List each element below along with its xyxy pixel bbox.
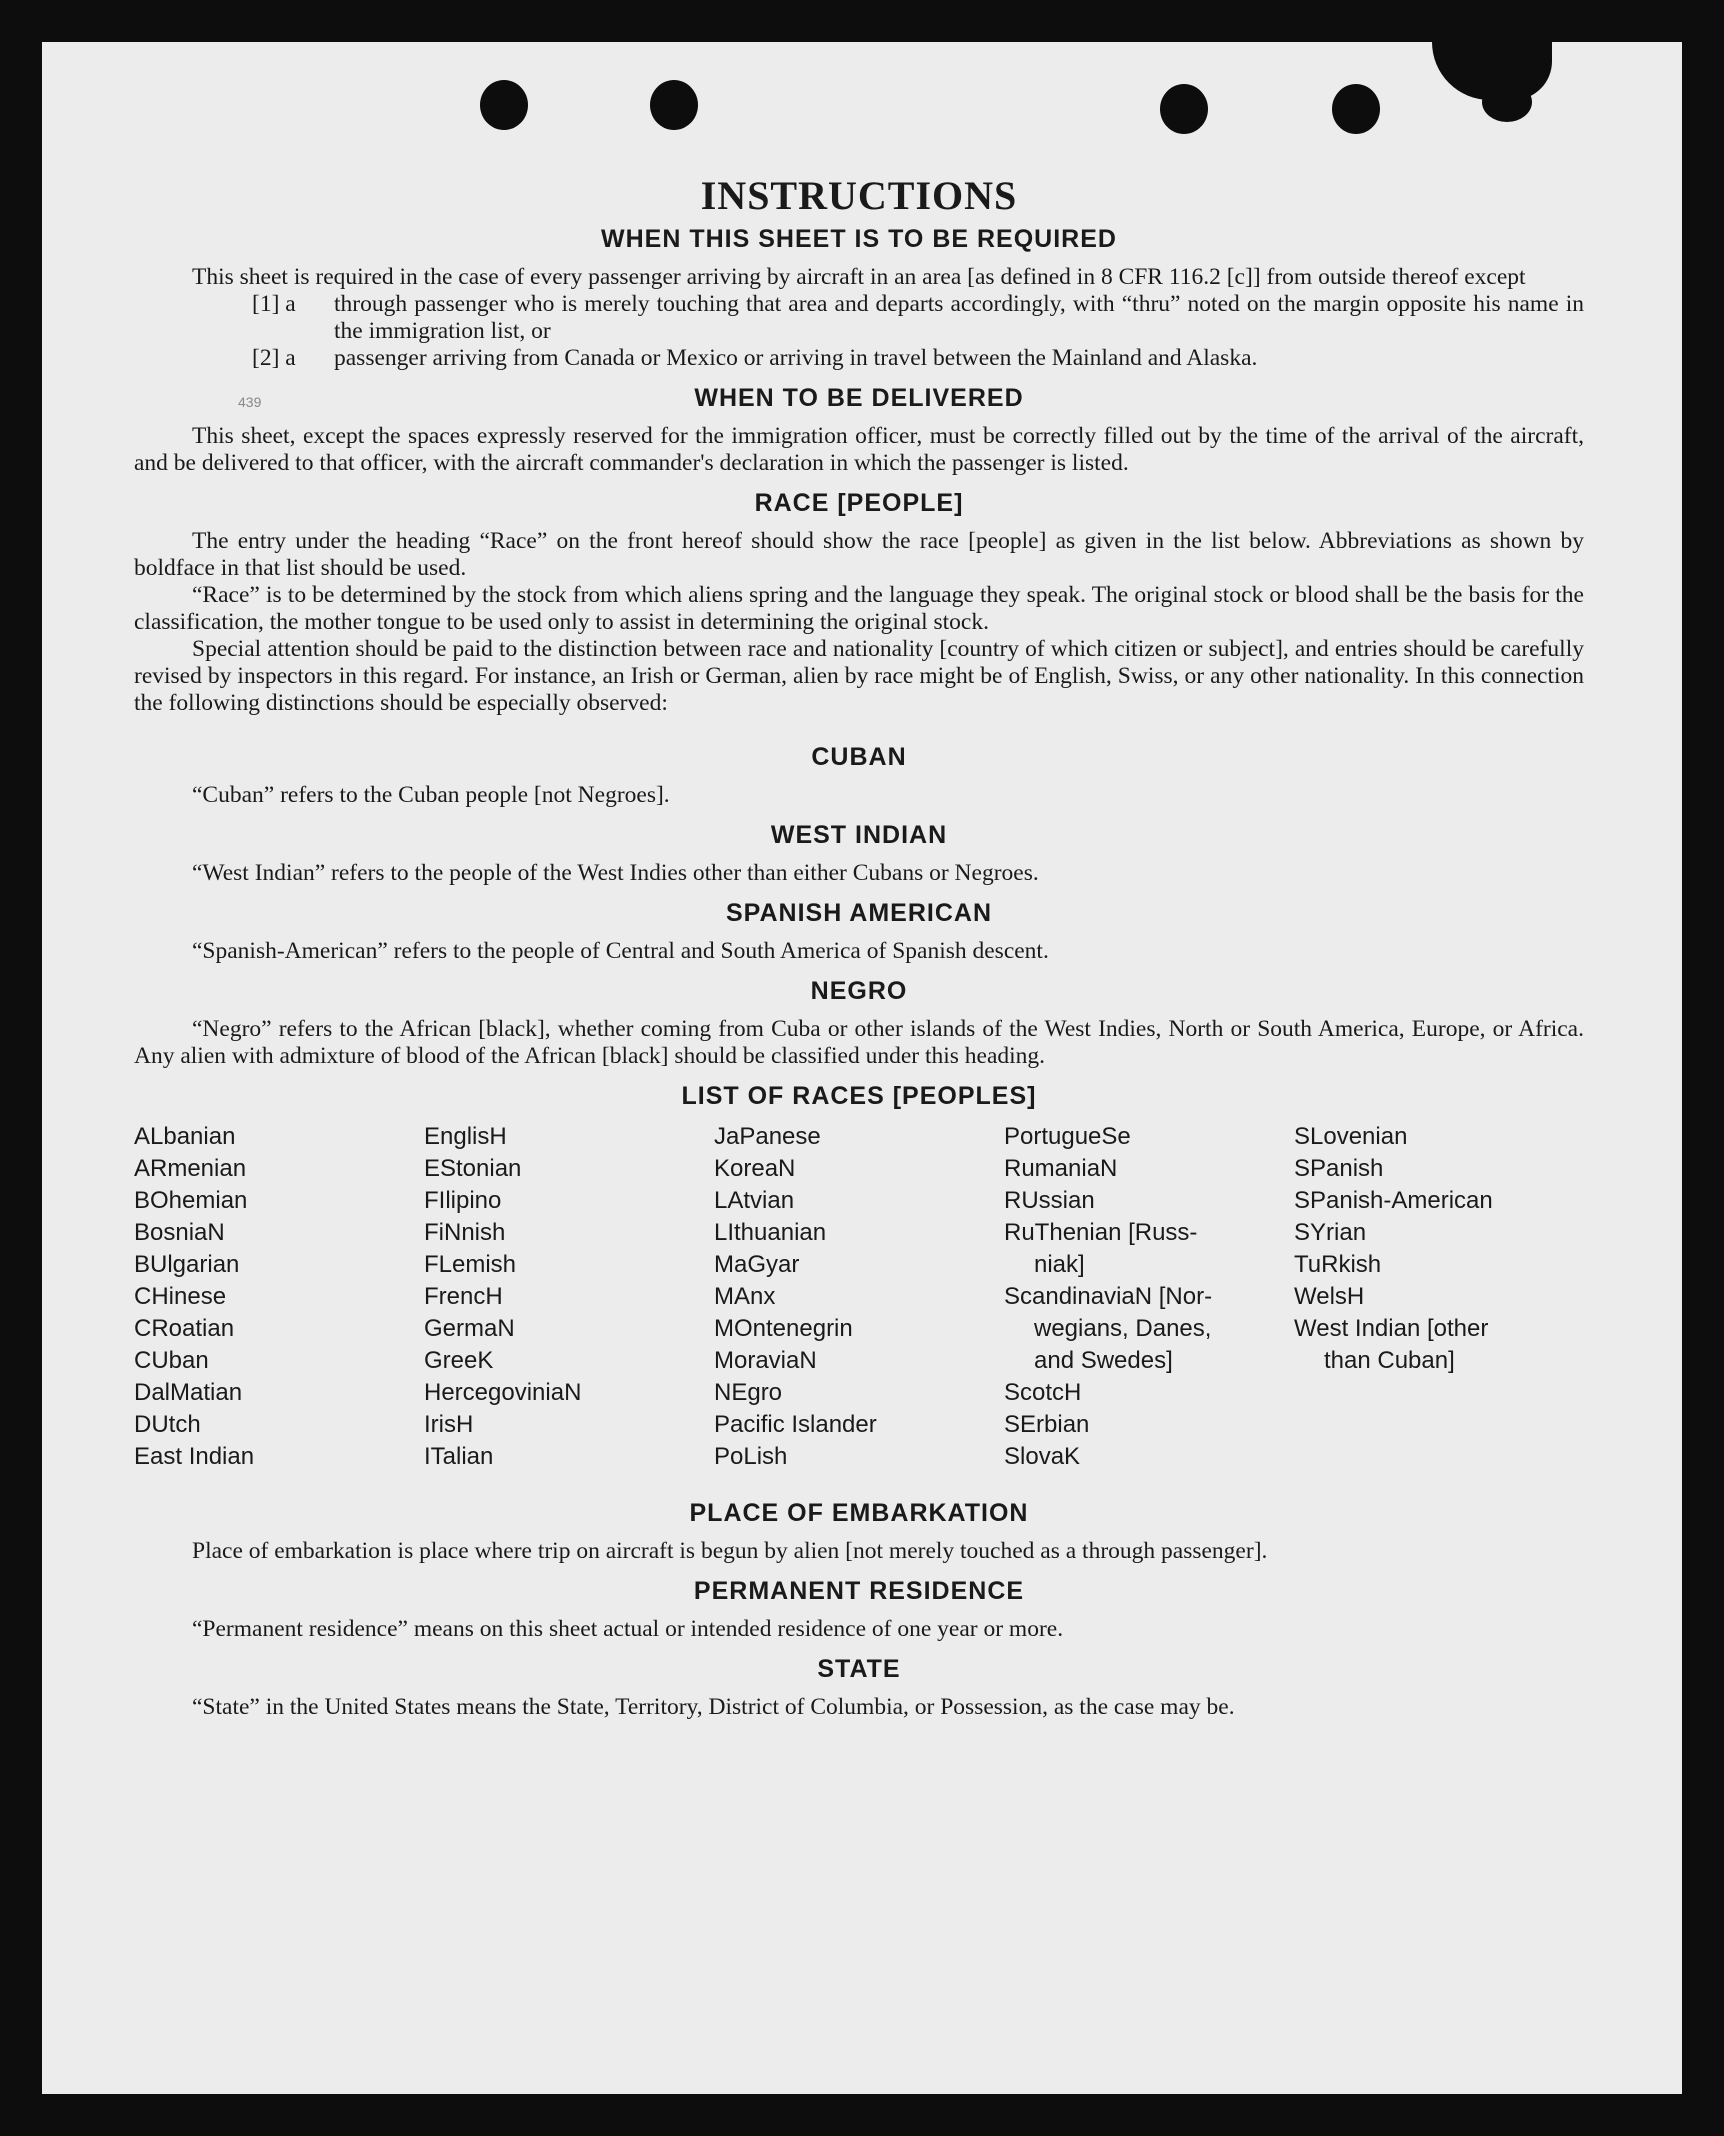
race-entry: DUtch: [134, 1411, 201, 1438]
race-entry: MaGyar: [714, 1251, 800, 1278]
race-column: [134, 1121, 424, 1473]
race-entry: CRoatian: [134, 1315, 235, 1342]
race-list: [134, 1121, 1584, 1473]
paragraph: “Negro” refers to the African [black], whether coming from Cuba or other islands of the West Indies, North or South America, Europe, or Africa. Any alien with admixture of blood of the African [black] should be classified under this heading.: [134, 1016, 1584, 1069]
race-entry: SPanish-American: [1294, 1187, 1493, 1214]
paragraph: Special attention should be paid to the distinction between race and nationality [country of which citizen or subject], and entries should be carefully revised by inspectors in this regard. For instance, an Irish or German, alien by race might be of English, Swiss, or any other nationality. In this connection the following distinctions should be especially observed:: [134, 636, 1584, 716]
item-number: [1] a: [252, 291, 296, 317]
race-entry: BosniaN: [134, 1219, 225, 1246]
race-entry: NEgro: [714, 1379, 783, 1406]
item-number: [2] a: [252, 345, 296, 371]
paragraph: This sheet is required in the case of every passenger arriving by aircraft in an area [as defined in 8 CFR 116.2 [c]] from outside thereof except: [192, 264, 1526, 290]
race-entry: TuRkish: [1294, 1251, 1382, 1278]
race-entry: SlovaK: [1004, 1443, 1081, 1470]
race-entry: BUlgarian: [134, 1251, 240, 1278]
section-heading: PERMANENT RESIDENCE: [693, 1577, 1025, 1605]
document-page: [42, 42, 1682, 2094]
race-entry: EnglisH: [424, 1123, 507, 1150]
race-entry: ARmenian: [134, 1155, 247, 1182]
item-text: passenger arriving from Canada or Mexico or arriving in travel between the Mainland and Alaska.: [334, 345, 1258, 371]
race-entry: wegians, Danes,: [1034, 1315, 1212, 1342]
race-entry: MOntenegrin: [714, 1315, 853, 1342]
race-entry: SPanish: [1294, 1155, 1384, 1182]
margin-mark: 439: [238, 394, 262, 410]
section-heading: CUBAN: [811, 743, 907, 771]
punch-hole: [1332, 84, 1380, 134]
paragraph: Place of embarkation is place where trip on aircraft is begun by alien [not merely touched as a through passenger].: [192, 1538, 1268, 1564]
race-entry: PortugueSe: [1004, 1123, 1131, 1150]
race-entry: WelsH: [1294, 1283, 1365, 1310]
torn-corner: [1482, 82, 1532, 122]
paragraph: “West Indian” refers to the people of the West Indies other than either Cubans or Negroes.: [192, 860, 1039, 886]
race-entry: PoLish: [714, 1443, 788, 1470]
race-entry: West Indian [other: [1294, 1315, 1489, 1342]
section-heading: WEST INDIAN: [770, 821, 948, 849]
race-entry: FLemish: [424, 1251, 517, 1278]
race-entry: SErbian: [1004, 1411, 1090, 1438]
race-entry: BOhemian: [134, 1187, 248, 1214]
race-entry: GreeK: [424, 1347, 494, 1374]
section-heading: WHEN TO BE DELIVERED: [694, 384, 1024, 412]
section-heading: WHEN THIS SHEET IS TO BE REQUIRED: [601, 225, 1117, 253]
list-item: [134, 345, 1584, 372]
race-entry: GermaN: [424, 1315, 515, 1342]
race-entry: MAnx: [714, 1283, 776, 1310]
section-heading: SPANISH AMERICAN: [725, 899, 992, 927]
race-entry: SYrian: [1294, 1219, 1367, 1246]
paragraph: “Permanent residence” means on this sheet actual or intended residence of one year or more.: [192, 1616, 1064, 1642]
punch-hole: [480, 80, 528, 130]
race-entry: RUssian: [1004, 1187, 1095, 1214]
race-column: [424, 1121, 714, 1473]
section-heading: PLACE OF EMBARKATION: [689, 1499, 1029, 1527]
section-heading: NEGRO: [810, 977, 908, 1005]
race-entry: HercegoviniaN: [424, 1379, 582, 1406]
race-entry: MoraviaN: [714, 1347, 817, 1374]
race-entry: than Cuban]: [1324, 1347, 1455, 1374]
race-column: [714, 1121, 1004, 1473]
race-entry: East Indian: [134, 1443, 255, 1470]
race-column: [1004, 1121, 1294, 1473]
race-entry: CHinese: [134, 1283, 227, 1310]
instructions-content: [134, 172, 1584, 1721]
race-entry: niak]: [1034, 1251, 1085, 1278]
race-entry: FiNnish: [424, 1219, 506, 1246]
race-entry: ScotcH: [1004, 1379, 1082, 1406]
paragraph: “Spanish-American” refers to the people of Central and South America of Spanish descent.: [192, 938, 1049, 964]
race-entry: IrisH: [424, 1411, 474, 1438]
paragraph: “Cuban” refers to the Cuban people [not Negroes].: [192, 782, 670, 808]
race-entry: ITalian: [424, 1443, 494, 1470]
race-entry: FIlipino: [424, 1187, 502, 1214]
race-entry: ALbanian: [134, 1123, 236, 1150]
item-text: through passenger who is merely touching that area and departs accordingly, with “thru” noted on the margin opposite his name in the immigration list, or: [334, 291, 1584, 344]
page-title: INSTRUCTIONS: [700, 173, 1018, 218]
list-item: [134, 291, 1584, 345]
race-entry: RuThenian [Russ-: [1004, 1219, 1198, 1246]
paragraph: “State” in the United States means the State, Territory, District of Columbia, or Possession, as the case may be.: [192, 1694, 1235, 1720]
race-entry: CUban: [134, 1347, 209, 1374]
race-entry: DalMatian: [134, 1379, 243, 1406]
paragraph: This sheet, except the spaces expressly reserved for the immigration officer, must be correctly filled out by the time of the arrival of the aircraft, and be delivered to that officer, with the aircraft commander's declaration in which the passenger is listed.: [134, 423, 1584, 476]
race-column: [1294, 1121, 1584, 1473]
punch-hole: [1160, 84, 1208, 134]
race-entry: FrencH: [424, 1283, 503, 1310]
punch-hole: [650, 80, 698, 130]
section-heading: RACE [PEOPLE]: [754, 489, 964, 517]
race-entry: LIthuanian: [714, 1219, 827, 1246]
race-entry: RumaniaN: [1004, 1155, 1118, 1182]
race-entry: Pacific Islander: [714, 1411, 877, 1438]
race-entry: SLovenian: [1294, 1123, 1408, 1150]
race-entry: KoreaN: [714, 1155, 796, 1182]
section-heading: LIST OF RACES [PEOPLES]: [681, 1082, 1037, 1110]
section-heading: STATE: [817, 1655, 901, 1683]
race-entry: ScandinaviaN [Nor-: [1004, 1283, 1213, 1310]
race-entry: and Swedes]: [1034, 1347, 1173, 1374]
paragraph: “Race” is to be determined by the stock from which aliens spring and the language they speak. The original stock or blood shall be the basis for the classification, the mother tongue to be used only to assist in determining the original stock.: [134, 582, 1584, 635]
paragraph: The entry under the heading “Race” on the front hereof should show the race [people] as given in the list below. Abbreviations as shown by boldface in that list should be used.: [134, 528, 1584, 581]
race-entry: EStonian: [424, 1155, 522, 1182]
race-entry: JaPanese: [714, 1123, 821, 1150]
race-entry: LAtvian: [714, 1187, 795, 1214]
